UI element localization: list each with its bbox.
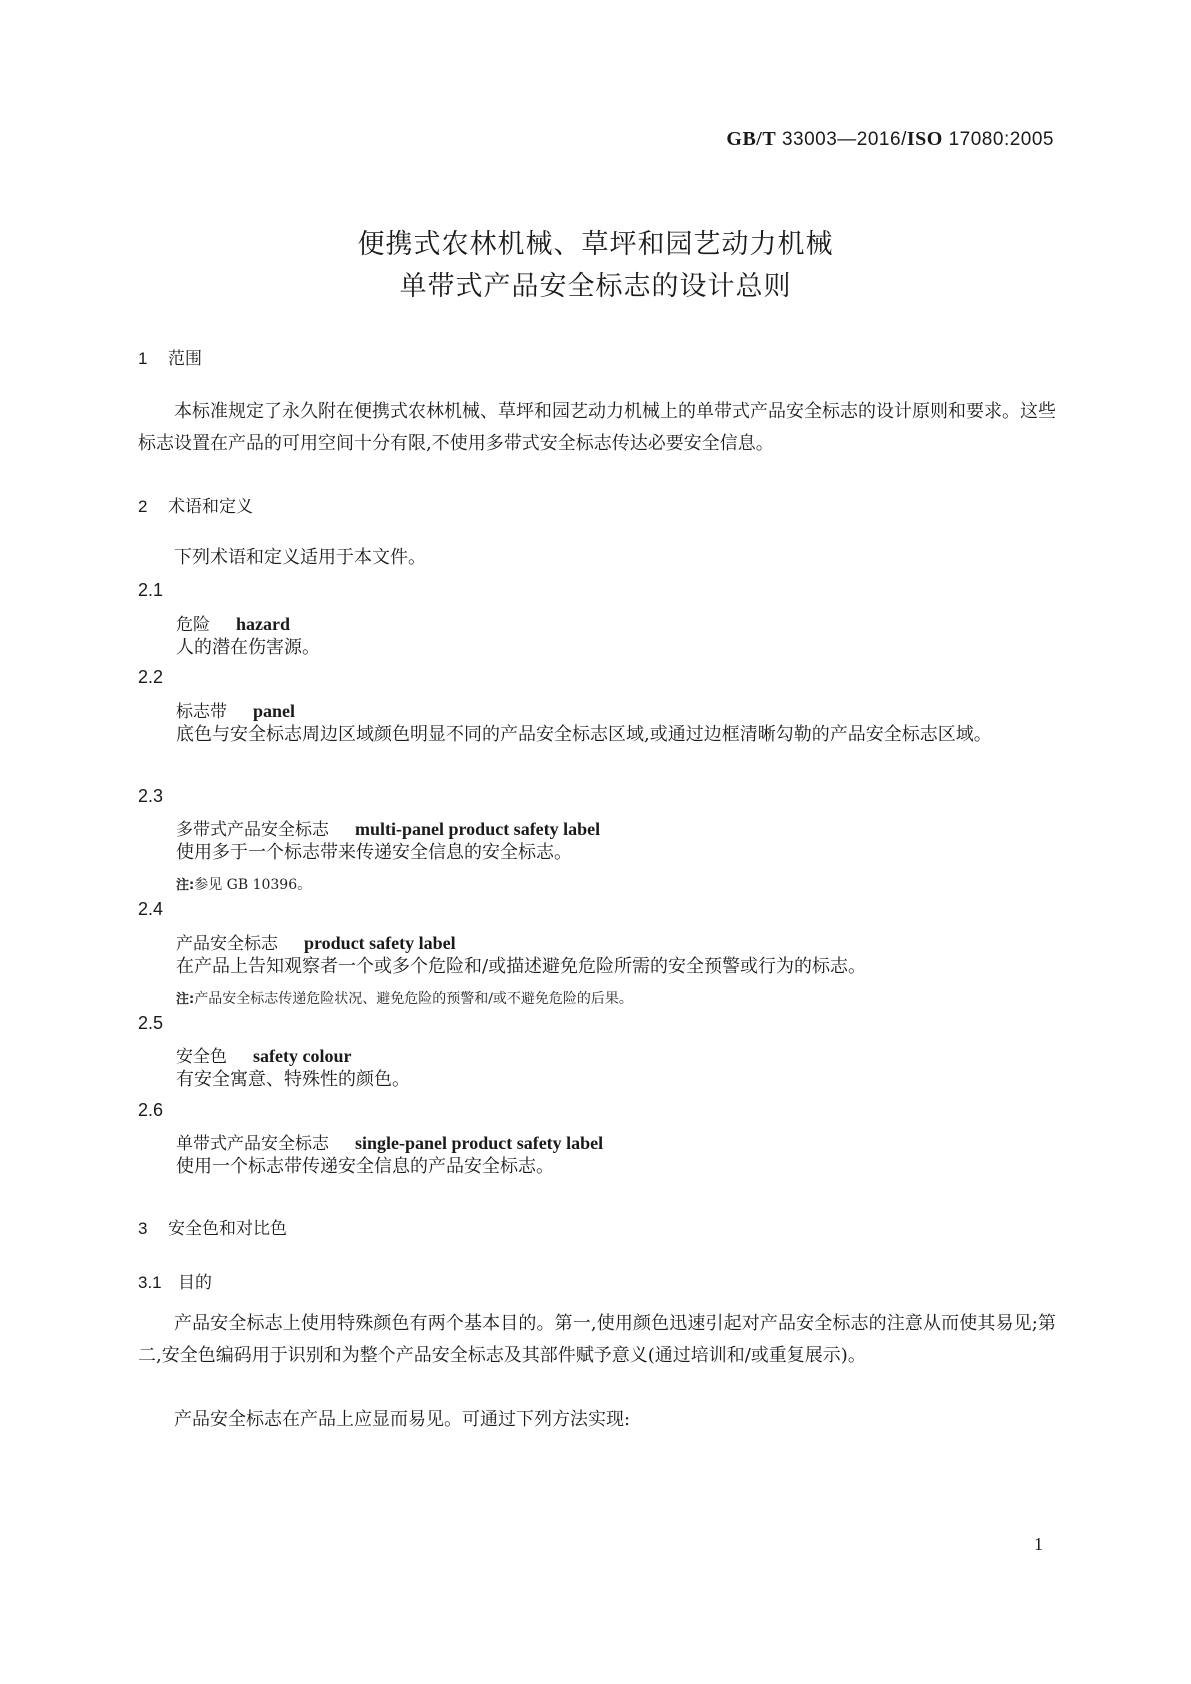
term-number: 2.5 [138,1013,164,1033]
section-3-1-heading: 3.1 目的 [138,1273,212,1293]
term-heading: 危险 hazard [176,614,290,635]
term-heading: 单带式产品安全标志 single-panel product safety label [176,1133,604,1154]
term-note: 注:产品安全标志传递危险状况、避免危险的预警和/或不避免危险的后果。 [176,991,633,1007]
term-heading: 标志带 panel [176,701,296,722]
term-definition: 使用一个标志带传递安全信息的产品安全标志。 [176,1156,554,1177]
term-definition: 人的潜在伤害源。 [176,637,320,658]
term-heading: 产品安全标志 product safety label [176,933,456,954]
section-1-body: 本标准规定了永久附在便携式农林机械、草坪和园艺动力机械上的单带式产品安全标志的设计原则和要求。这些标志设置在产品的可用空间十分有限,不使用多带式安全标志传达必要安全信息。 [138,401,1056,454]
section-2-heading: 2 术语和定义 [138,497,253,517]
term-number: 2.3 [138,786,164,806]
term-note: 注:参见 GB 10396。 [176,877,312,893]
standard-number: 33003—2016/ [781,129,907,150]
title-line-2: 单带式产品安全标志的设计总则 [399,271,792,302]
iso-prefix: ISO [906,128,943,150]
term-definition: 有安全寓意、特殊性的颜色。 [176,1069,410,1090]
document-title [0,224,1191,308]
section-3-1-para-1: 产品安全标志上使用特殊颜色有两个基本目的。第一,使用颜色迅速引起对产品安全标志的注意从而使其易见;第二,安全色编码用于识别和为整个产品安全标志及其部件赋予意义(通过培训和/或重复展示)。 [138,1313,1056,1366]
term-heading: 多带式产品安全标志 multi-panel product safety label [176,819,601,840]
section-2-intro: 下列术语和定义适用于本文件。 [174,547,426,568]
term-heading: 安全色 safety colour [176,1046,352,1067]
term-definition: 在产品上告知观察者一个或多个危险和/或描述避免危险所需的安全预警或行为的标志。 [176,956,867,977]
term-definition: 底色与安全标志周边区域颜色明显不同的产品安全标志区域,或通过边框清晰勾勒的产品安全标志区域。 [176,724,992,745]
section-3-heading: 3 安全色和对比色 [138,1219,287,1239]
iso-number: 17080:2005 [948,129,1054,150]
term-number: 2.4 [138,899,164,919]
section-1-heading: 1 范围 [138,349,202,369]
term-number: 2.2 [138,667,164,687]
term-definition: 使用多于一个标志带来传递安全信息的安全标志。 [176,842,572,863]
page-number: 1 [1034,1534,1043,1554]
section-3-1-para-2: 产品安全标志在产品上应显而易见。可通过下列方法实现: [174,1409,631,1430]
standard-prefix: GB/T [726,128,777,150]
term-number: 2.1 [138,580,164,600]
standard-code [726,128,1054,151]
term-number: 2.6 [138,1100,164,1120]
title-line-1: 便携式农林机械、草坪和园艺动力机械 [357,229,834,260]
